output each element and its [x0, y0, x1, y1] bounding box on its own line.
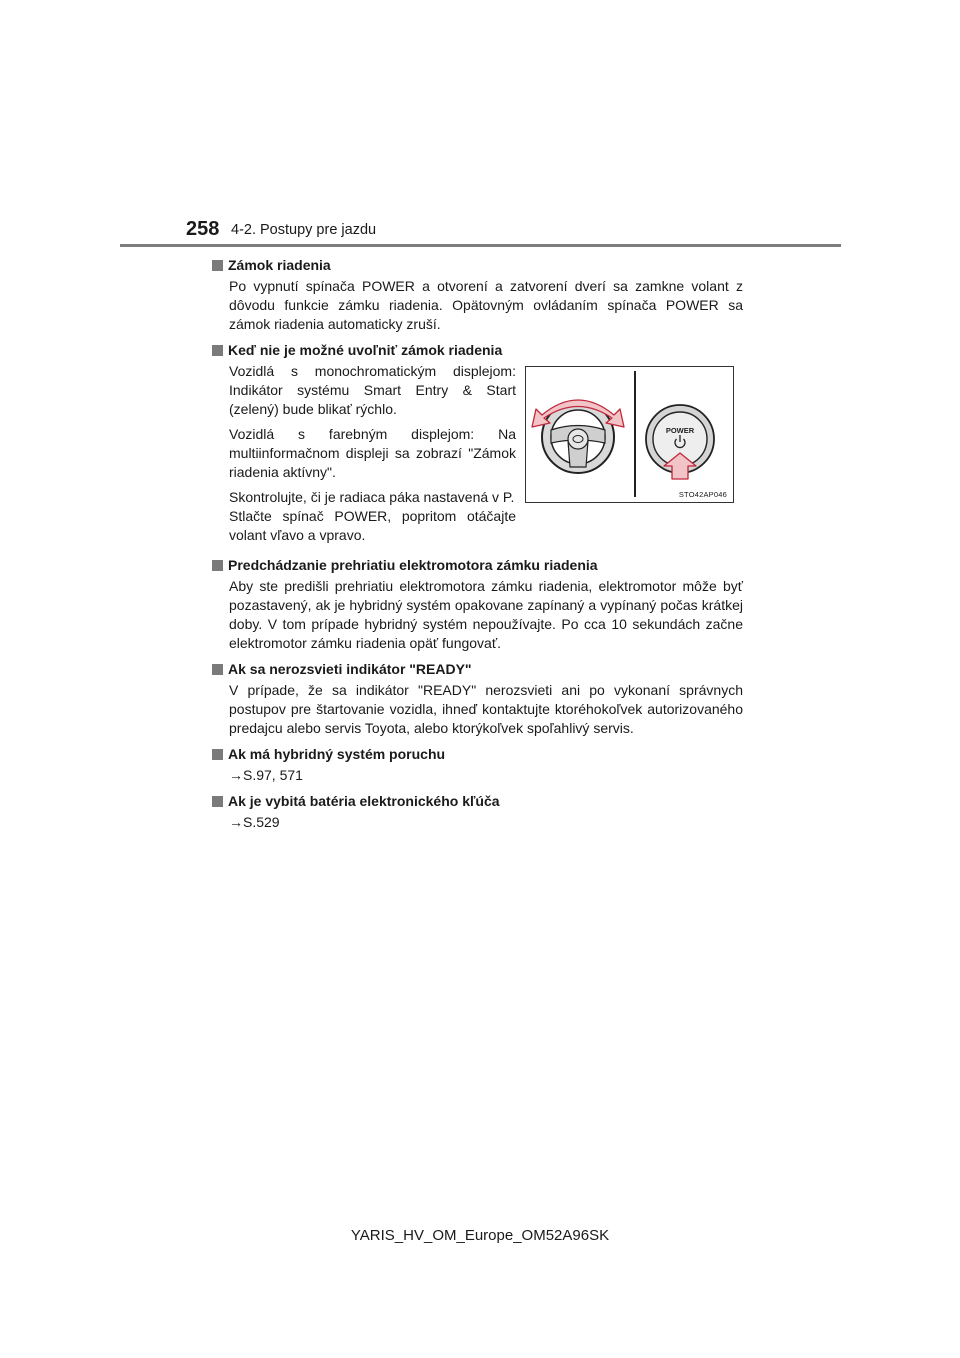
paragraph: V prípade, že sa indikátor "READY" nerozsvieti ani po vykonaní správnych postupov pre štartovanie vozidla, ihneď kontaktujte ktoréhokoľvek autorizovaného predajcu alebo servis Toyota, alebo ktorýkoľvek spoľahlivý servis. [229, 682, 743, 736]
square-bullet-icon [212, 260, 223, 271]
paragraph: Vozidlá s monochromatickým displejom: Indikátor systému Smart Entry & Start (zelený) bude blikať rýchlo. [229, 363, 516, 417]
section-heading: Keď nie je možné uvoľniť zámok riadenia [228, 342, 503, 358]
section-cannot-release-lock [212, 341, 743, 549]
section-steering-lock [212, 256, 743, 334]
power-button-label: POWER [665, 426, 695, 435]
section-key-battery [212, 792, 743, 832]
square-bullet-icon [212, 560, 223, 571]
figure-id: STO42AP046 [678, 490, 727, 499]
document-id: YARIS_HV_OM_Europe_OM52A96SK [350, 1227, 610, 1244]
steering-power-illustration [525, 366, 734, 503]
section-overheat-prevention [212, 556, 743, 653]
section-heading: Ak má hybridný systém poruchu [228, 746, 446, 762]
paragraph: Skontrolujte, či je radiaca páka nastavená v P. Stlačte spínač POWER, popritom otáčajte volant vľavo a vpravo. [229, 489, 516, 543]
section-title: 4-2. Postupy pre jazdu [231, 222, 377, 238]
paragraph: Po vypnutí spínača POWER a otvorení a zatvorení dverí sa zamkne volant z dôvodu funkcie zámku riadenia. Opätovným ovládaním spínača POWER sa zámok riadenia automaticky zruší. [229, 278, 743, 332]
page-content [212, 256, 743, 839]
header-rule [120, 244, 841, 247]
section-heading: Ak je vybitá batéria elektronického kľúča [228, 793, 500, 809]
page-number: 258 [186, 218, 220, 240]
square-bullet-icon [212, 345, 223, 356]
section-hybrid-malfunction [212, 745, 743, 785]
section-ready-indicator [212, 660, 743, 738]
page-reference[interactable]: →S.97, 571 [229, 767, 303, 783]
square-bullet-icon [212, 664, 223, 675]
section-heading: Zámok riadenia [228, 257, 331, 273]
square-bullet-icon [212, 796, 223, 807]
paragraph: Vozidlá s farebným displejom: Na multiinformačnom displeji sa zobrazí "Zámok riadenia aktívny". [229, 426, 516, 480]
section-heading: Predchádzanie prehriatiu elektromotora zámku riadenia [228, 557, 598, 573]
illustration-drawing [526, 367, 733, 502]
square-bullet-icon [212, 749, 223, 760]
page-reference[interactable]: →S.529 [229, 814, 280, 830]
paragraph: Aby ste predišli prehriatiu elektromotora zámku riadenia, elektromotor môže byť pozastavený, ak je hybridný systém opakovane zapínaný a vypínaný počas krátkej doby. V tom prípade hybridný systém nepoužívajte. Po cca 10 sekundách začne elektromotor zámku riadenia opäť fungovať. [229, 578, 743, 651]
section-heading: Ak sa nerozsvieti indikátor "READY" [228, 661, 472, 677]
